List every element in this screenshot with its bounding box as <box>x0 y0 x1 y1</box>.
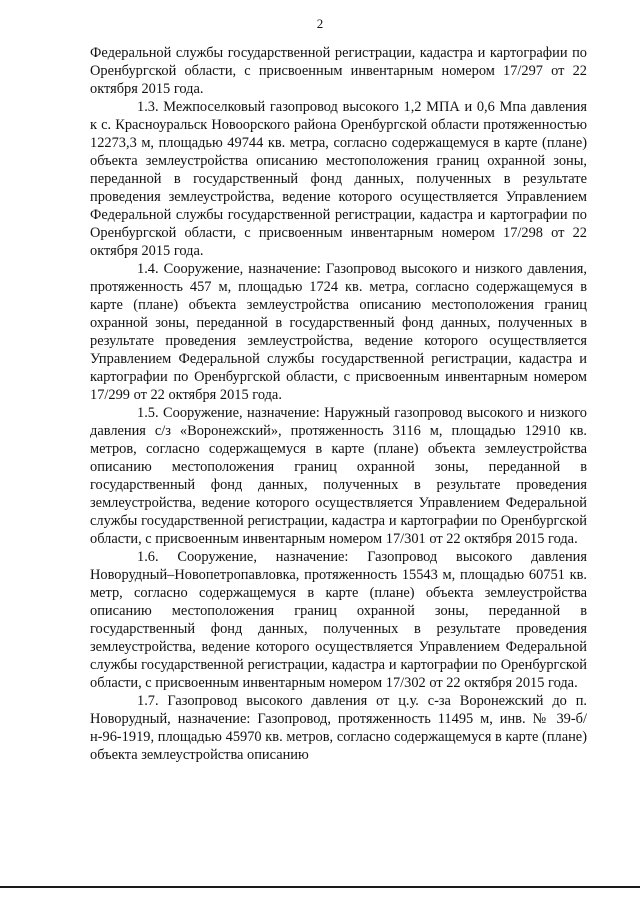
page-number: 2 <box>316 16 324 31</box>
paragraph-1-4: 1.4. Сооружение, назначение: Газопровод высокого и низкого давления, протяженность 457 м, площадью 1724 кв. метра, согласно содержащемуся в карте (плане) объекта землеустройства описанию местоположения границ охранной зоны, переданной в государственный фонд данных, полученных в результате проведения землеустройства, ведение которого осуществляется Управлением Федеральной службы государственной регистрации, кадастра и картографии по Оренбургской области, с присвоенным инвентарным номером 17/299 от 22 октября 2015 года. <box>90 261 587 403</box>
paragraph-1-3: 1.3. Межпоселковый газопровод высокого 1,2 МПА и 0,6 Мпа давления к с. Красноуральск Новоорского района Оренбургской области протяженностью 12273,3 м, площадью 49744 кв. метра, согласно содержащемуся в карте (плане) объекта землеустройства описанию местоположения границ охранной зоны, переданной в государственный фонд данных, полученных в результате проведения землеустройства, ведение которого осуществляется Управлением Федеральной службы государственной регистрации, кадастра и картографии по Оренбургской области, с присвоенным инвентарным номером 17/298 от 22 октября 2015 года. <box>90 99 587 259</box>
page-bottom-rule <box>0 886 640 888</box>
paragraph-1-7: 1.7. Газопровод высокого давления от ц.у. с-за Воронежский до п. Новорудный, назначение: Газопровод, протяженность 11495 м, инв. № 39-б/н-96-1919, площадью 45970 кв. метров, согласно содержащемуся в карте (плане) объекта землеустройства описанию <box>90 693 587 763</box>
document-body <box>90 44 587 764</box>
paragraph-1-6: 1.6. Сооружение, назначение: Газопровод высокого давления Новорудный–Новопетропавловка, протяженность 15543 м, площадью 60751 кв. метр, согласно содержащемуся в карте (плане) объекта землеустройства описанию местоположения границ охранной зоны, переданной в государственный фонд данных, полученных в результате проведения землеустройства, ведение которого осуществляется Управлением Федеральной службы государственной регистрации, кадастра и картографии по Оренбургской области, с присвоенным инвентарным номером 17/302 от 22 октября 2015 года. <box>90 549 587 691</box>
paragraph-continuation: Федеральной службы государственной регистрации, кадастра и картографии по Оренбургской области, с присвоенным инвентарным номером 17/297 от 22 октября 2015 года. <box>90 45 587 97</box>
paragraph-1-5: 1.5. Сооружение, назначение: Наружный газопровод высокого и низкого давления с/з «Воронежский», протяженность 3116 м, площадью 12910 кв. метров, согласно содержащемуся в карте (плане) объекта землеустройства описанию местоположения границ охранной зоны, переданной в государственный фонд данных, полученных в результате проведения землеустройства, ведение которого осуществляется Управлением Федеральной службы государственной регистрации, кадастра и картографии по Оренбургской области, с присвоенным инвентарным номером 17/301 от 22 октября 2015 года. <box>90 405 587 547</box>
